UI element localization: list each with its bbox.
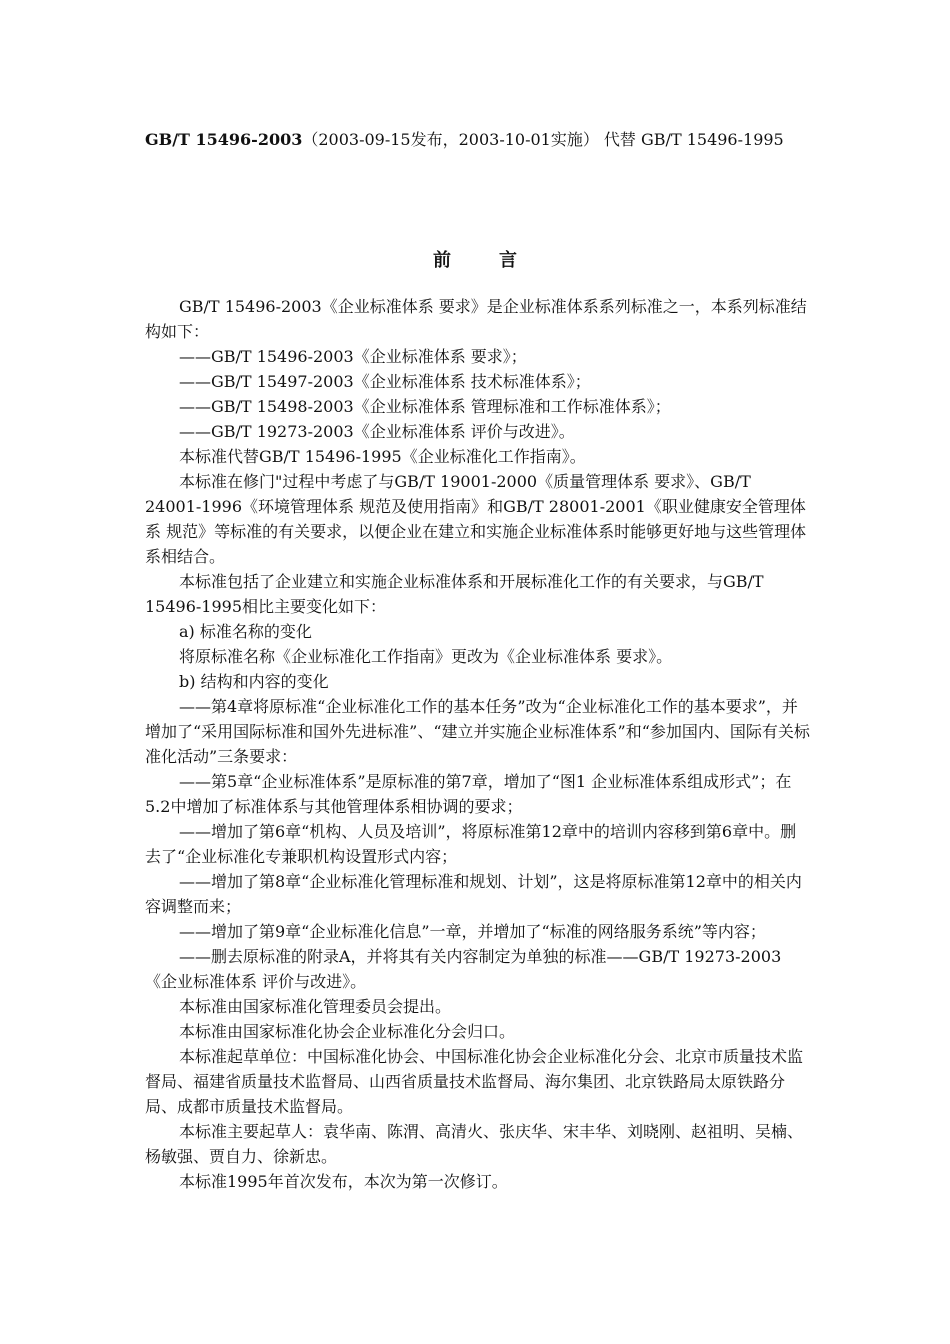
- paragraph: a) 标准名称的变化: [179, 622, 312, 641]
- paragraph: ——删去原标准的附录A，并将其有关内容制定为单独的标准——GB/T 19273-2003《企业标准体系 评价与改进》。: [145, 947, 782, 991]
- paragraph: 本标准起草单位：中国标准化协会、中国标准化协会企业标准化分会、北京市质量技术监督局、福建省质量技术监督局、山西省质量技术监督局、海尔集团、北京铁路局太原铁路分局、成都市质量技术监督局。: [145, 1047, 804, 1116]
- paragraph: ——第4章将原标准“企业标准化工作的基本任务”改为“企业标准化工作的基本要求”，并增加了“采用国际标准和国外先进标准”、“建立并实施企业标准体系”和“参加国内、国际有关标准化活动”三条要求：: [145, 697, 810, 766]
- paragraph: 本标准代替GB/T 15496-1995《企业标准化工作指南》。: [179, 447, 586, 466]
- paragraph: 本标准包括了企业建立和实施企业标准体系和开展标准化工作的有关要求，与GB/T 15496-1995相比主要变化如下：: [145, 572, 764, 616]
- document-header: [145, 126, 805, 154]
- paragraph: ——增加了第9章“企业标准化信息”一章，并增加了“标准的网络服务系统”等内容；: [179, 922, 766, 941]
- paragraph: 本标准1995年首次发布，本次为第一次修订。: [179, 1172, 508, 1191]
- paragraph: ——增加了第8章“企业标准化管理标准和规划、计划”，这是将原标准第12章中的相关内容调整而来；: [145, 872, 802, 916]
- paragraph: 本标准主要起草人：袁华南、陈渭、高清火、张庆华、宋丰华、刘晓刚、赵祖明、吴楠、杨敏强、贾自力、徐新忠。: [145, 1122, 804, 1166]
- paragraph: GB/T 15496-2003《企业标准体系 要求》是企业标准体系系列标准之一，本系列标准结构如下：: [145, 297, 807, 341]
- paragraph: 本标准由国家标准化管理委员会提出。: [179, 997, 452, 1016]
- paragraph: ——GB/T 19273-2003《企业标准体系 评价与改进》。: [179, 422, 575, 441]
- paragraph: 本标准在修门"过程中考虑了与GB/T 19001-2000《质量管理体系 要求》、GB/T 24001-1996《环境管理体系 规范及使用指南》和GB/T 28001-2001《职业健康安全管理体系 规范》等标准的有关要求，以便企业在建立和实施企业标准体系时能够更好地与这些管理体系相结合。: [145, 472, 807, 566]
- paragraph: ——GB/T 15498-2003《企业标准体系 管理标准和工作标准体系》；: [179, 397, 671, 416]
- standard-code: GB/T 15496-2003: [145, 130, 303, 149]
- paragraph: 本标准由国家标准化协会企业标准化分会归口。: [179, 1022, 516, 1041]
- section-title: 前言: [433, 250, 565, 271]
- paragraph: 将原标准名称《企业标准化工作指南》更改为《企业标准体系 要求》。: [179, 647, 673, 666]
- paragraph: ——增加了第6章“机构、人员及培训”，将原标准第12章中的培训内容移到第6章中。删去了“企业标准化专兼职机构设置形式内容；: [145, 822, 797, 866]
- paragraph: ——GB/T 15497-2003《企业标准体系 技术标准体系》；: [179, 372, 591, 391]
- paragraph: ——第5章“企业标准体系”是原标准的第7章，增加了“图1 企业标准体系组成形式”；在5.2中增加了标准体系与其他管理体系相协调的要求；: [145, 772, 792, 816]
- standard-dates: （2003-09-15发布，2003-10-01实施） 代替 GB/T 15496-1995: [302, 130, 784, 149]
- paragraph: ——GB/T 15496-2003《企业标准体系 要求》；: [179, 347, 527, 366]
- document-body: [145, 294, 810, 1194]
- paragraph: b) 结构和内容的变化: [179, 672, 329, 691]
